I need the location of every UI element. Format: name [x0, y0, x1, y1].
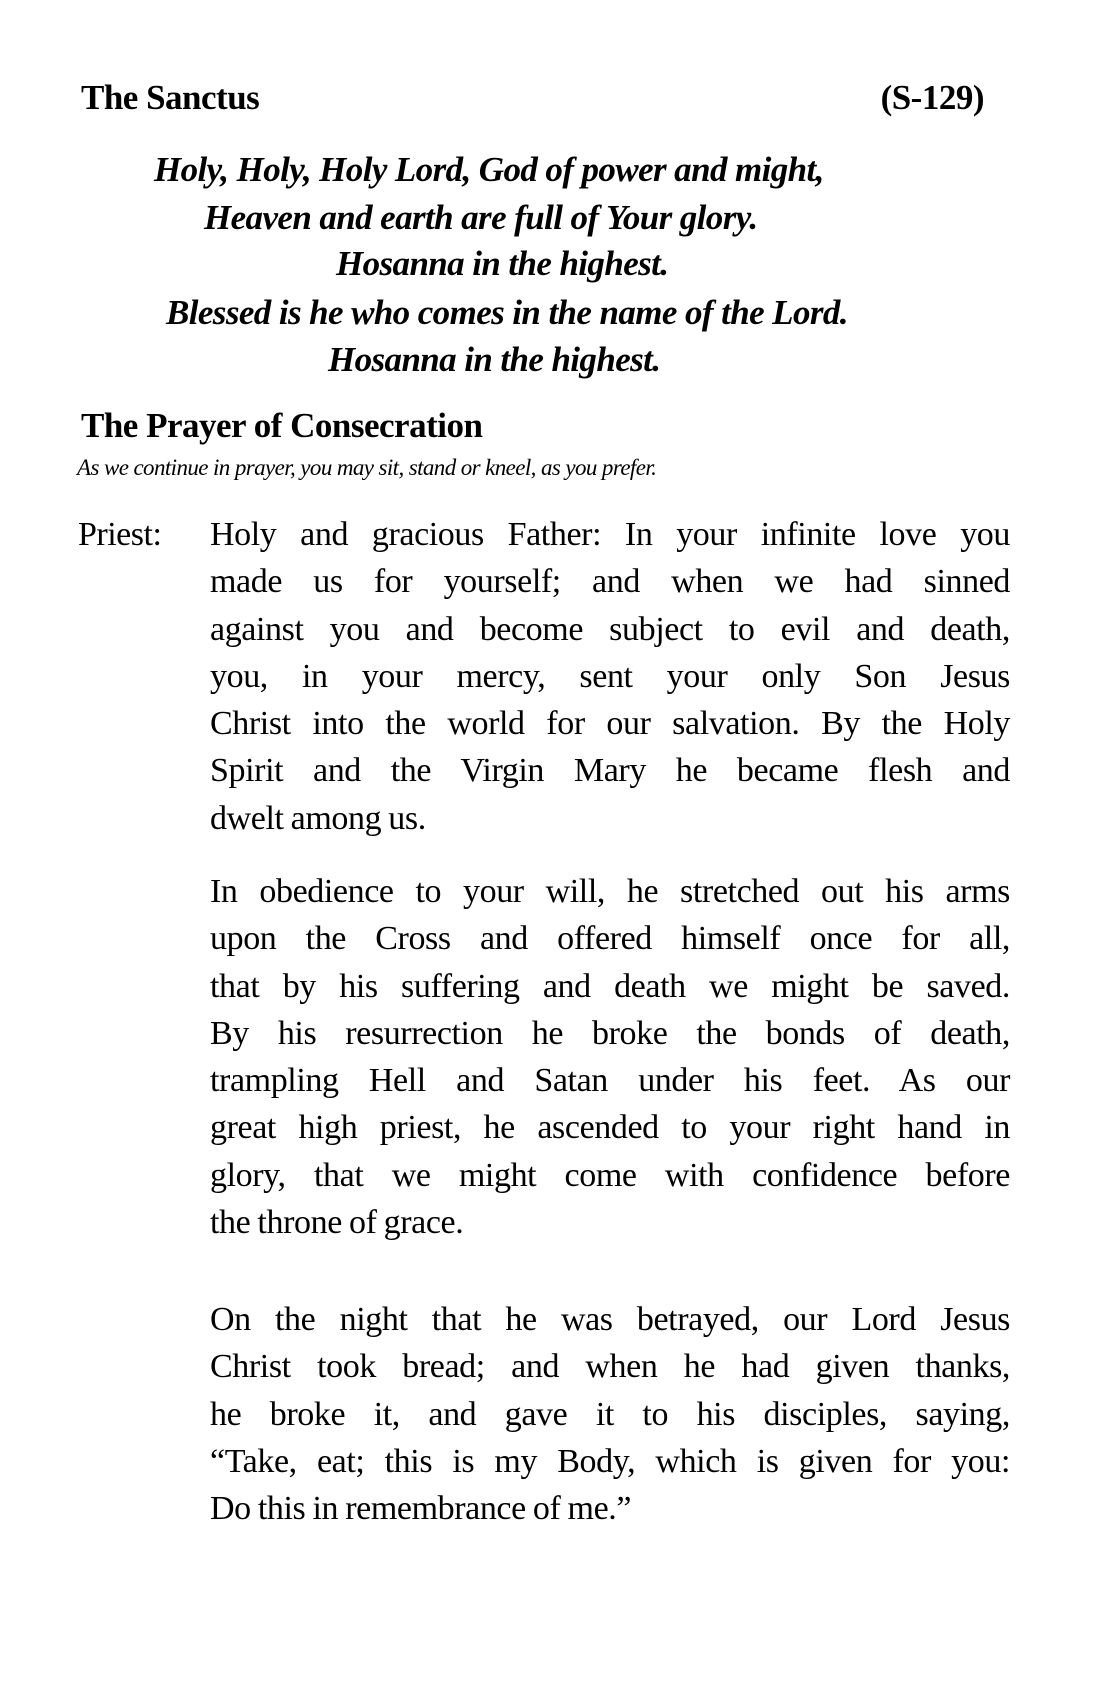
- prayer-line: against you and become subject to evil and death,: [210, 610, 1010, 648]
- prayer-line: he broke it, and gave it to his disciples, saying,: [210, 1395, 1010, 1433]
- prayer-line: you, in your mercy, sent your only Son Jesus: [210, 657, 1010, 695]
- consecration-title: The Prayer of Consecration: [81, 406, 483, 445]
- prayer-line: upon the Cross and offered himself once for all,: [210, 920, 1010, 958]
- sanctus-line: Hosanna in the highest.: [336, 244, 669, 283]
- rubric-note: As we continue in prayer, you may sit, stand or kneel, as you prefer.: [77, 455, 657, 480]
- prayer-line: Holy and gracious Father: In your infinite love you: [210, 516, 1010, 553]
- prayer-line: “Take, eat; this is my Body, which is given for you:: [210, 1442, 1010, 1480]
- prayer-paragraph-3: [210, 1296, 1010, 1532]
- prayer-line: trampling Hell and Satan under his feet. As our: [210, 1062, 1010, 1100]
- sanctus-title: The Sanctus: [81, 78, 260, 117]
- prayer-line: On the night that he was betrayed, our Lord Jesus: [210, 1301, 1010, 1338]
- prayer-paragraph-1: [210, 511, 1010, 842]
- sanctus-line: Heaven and earth are full of Your glory.: [204, 198, 758, 237]
- prayer-line: great high priest, he ascended to your right hand in: [210, 1109, 1010, 1147]
- prayer-line: Do this in remembrance of me.”: [210, 1490, 632, 1528]
- sanctus-reference: (S-129): [880, 78, 984, 117]
- prayer-line: In obedience to your will, he stretched out his arms: [210, 873, 1010, 910]
- prayer-line: Christ into the world for our salvation. By the Holy: [210, 705, 1010, 743]
- prayer-line: glory, that we might come with confidence before: [210, 1156, 1010, 1194]
- sanctus-line: Blessed is he who comes in the name of the Lord.: [166, 293, 848, 332]
- sanctus-line: Hosanna in the highest.: [328, 340, 661, 379]
- prayer-line: dwelt among us.: [210, 799, 426, 837]
- prayer-line: Spirit and the Virgin Mary he became flesh and: [210, 752, 1010, 790]
- prayer-line: made us for yourself; and when we had sinned: [210, 563, 1010, 601]
- speaker-label: Priest:: [78, 516, 162, 553]
- prayer-line: By his resurrection he broke the bonds of death,: [210, 1014, 1010, 1052]
- prayer-line: Christ took bread; and when he had given thanks,: [210, 1348, 1010, 1386]
- prayer-line: that by his suffering and death we might be saved.: [210, 967, 1010, 1005]
- prayer-line: the throne of grace.: [210, 1204, 464, 1242]
- prayer-paragraph-2: [210, 868, 1010, 1246]
- sanctus-line: Holy, Holy, Holy Lord, God of power and might,: [154, 150, 824, 189]
